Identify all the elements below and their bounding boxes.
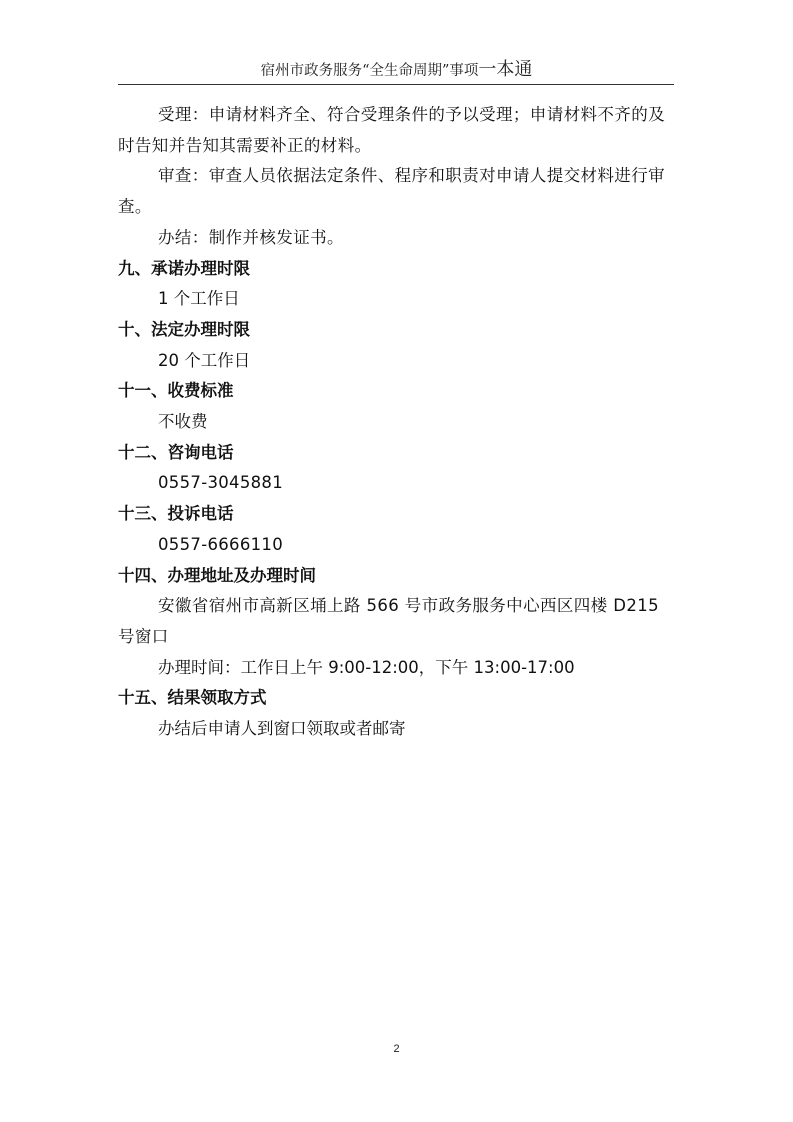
- section-heading-address: 十四、办理地址及办理时间: [118, 565, 316, 585]
- process-accept: 受理：申请材料齐全、符合受理条件的予以受理；申请材料不齐的及时告知并告知其需要补正的材料。: [118, 105, 665, 155]
- process-conclude: 办结：制作并核发证书。: [158, 227, 344, 247]
- complaint-phone-value: 0557-6666110: [158, 534, 284, 554]
- section-heading-promised-time: 九、承诺办理时限: [118, 258, 250, 278]
- header-title: 宿州市政务服务“全生命周期”事项: [260, 63, 479, 79]
- section-heading-fee: 十一、收费标准: [118, 381, 234, 401]
- header-divider: [118, 84, 674, 85]
- page-number: 2: [393, 1043, 400, 1055]
- legal-time-value: 20 个工作日: [158, 350, 251, 370]
- section-heading-consult-phone: 十二、咨询电话: [118, 442, 234, 462]
- page-header: [0, 60, 793, 81]
- header-title-tail: 一本通: [478, 59, 533, 80]
- office-hours-value: 办理时间：工作日上午 9:00-12:00，下午 13:00-17:00: [158, 657, 575, 677]
- section-heading-result: 十五、结果领取方式: [118, 688, 267, 708]
- document-body: [118, 100, 674, 745]
- section-heading-legal-time: 十、法定办理时限: [118, 319, 250, 339]
- result-value: 办结后申请人到窗口领取或者邮寄: [158, 719, 406, 739]
- promised-time-value: 1 个工作日: [158, 289, 240, 309]
- address-value: 安徽省宿州市高新区埇上路 566 号市政务服务中心西区四楼 D215 号窗口: [118, 596, 660, 646]
- consult-phone-value: 0557-3045881: [158, 473, 284, 493]
- process-review: 审查：审查人员依据法定条件、程序和职责对申请人提交材料进行审查。: [118, 166, 665, 217]
- fee-value: 不收费: [158, 412, 208, 432]
- section-heading-complaint-phone: 十三、投诉电话: [118, 504, 234, 524]
